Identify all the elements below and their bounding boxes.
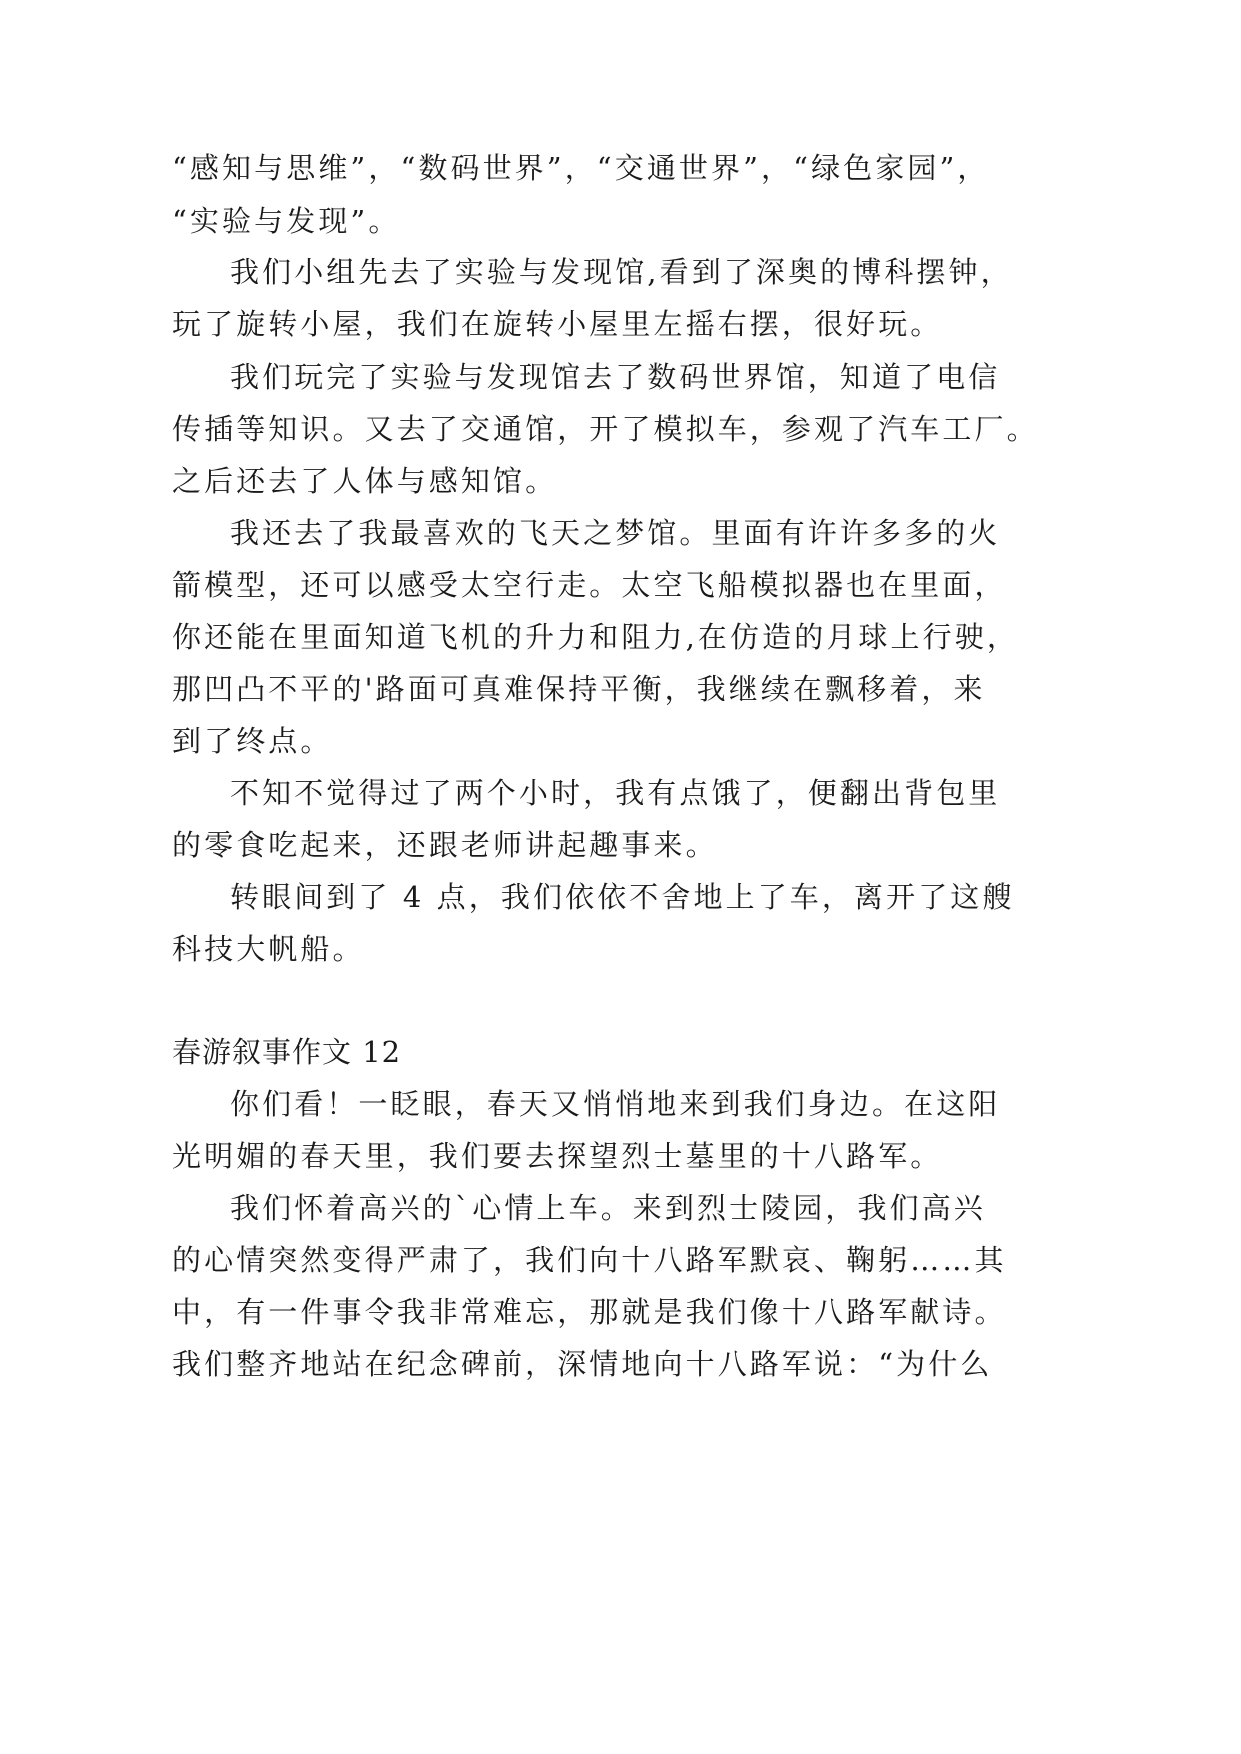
text-line-content: 传插等知识。又去了交通馆，开了模拟车，参观了汽车工厂。 [172,412,1039,446]
text-line-content: 中，有一件事令我非常难忘，那就是我们像十八路军献诗。 [172,1295,1007,1329]
text-line-content: 不知不觉得过了两个小时，我有点饿了，便翻出背包里 [230,776,1001,810]
text-line [0,659,1241,719]
text-line [0,1074,1241,1134]
text-line-content: “实验与发现”。 [172,204,401,238]
text-line [0,294,1241,354]
text-line [0,1178,1241,1238]
text-line [0,763,1241,823]
section-title-text: 春游叙事作文 12 [172,1035,402,1069]
text-line-content: 箭模型，还可以感受太空行走。太空飞船模拟器也在里面， [172,568,1007,602]
text-line-content: 科技大帆船。 [172,932,365,966]
text-line [0,815,1241,875]
text-line [0,451,1241,511]
text-line [0,503,1241,563]
text-line [0,399,1241,459]
section-title [0,1022,1241,1082]
text-line [0,1334,1241,1394]
text-line-content: 我们怀着高兴的`心情上车。来到烈士陵园，我们高兴 [230,1191,986,1225]
text-line-content: 的零食吃起来，还跟老师讲起趣事来。 [172,828,718,862]
text-line-content: 之后还去了人体与感知馆。 [172,464,558,498]
text-line-content: 我们整齐地站在纪念碑前，深情地向十八路军说：“为什么 [172,1347,993,1381]
text-line-content: “感知与思维”，“数码世界”，“交通世界”，“绿色家园”， [172,151,990,185]
text-line [0,1282,1241,1342]
text-line [0,242,1241,302]
text-line [0,1126,1241,1186]
text-line [0,1230,1241,1290]
text-line [0,919,1241,979]
text-line [0,138,1241,198]
text-line-content: 我们小组先去了实验与发现馆,看到了深奥的博科摆钟， [230,255,1013,289]
text-line [0,867,1241,927]
text-line-content: 转眼间到了 4 点，我们依依不舍地上了车，离开了这艘 [230,880,1015,914]
text-line-content: 到了终点。 [172,724,333,758]
text-line-content: 的心情突然变得严肃了，我们向十八路军默哀、鞠躬……其 [172,1243,1007,1277]
text-line-content: 我们玩完了实验与发现馆去了数码世界馆，知道了电信 [230,360,1001,394]
text-line-content: 你还能在里面知道飞机的升力和阻力,在仿造的月球上行驶， [172,620,1019,654]
text-line [0,711,1241,771]
text-line [0,607,1241,667]
text-line-content: 我还去了我最喜欢的飞天之梦馆。里面有许许多多的火 [230,516,1001,550]
text-line-content: 玩了旋转小屋，我们在旋转小屋里左摇右摆，很好玩。 [172,307,943,341]
text-line-content: 你们看！一眨眼，春天又悄悄地来到我们身边。在这阳 [230,1087,1001,1121]
text-line [0,347,1241,407]
text-line-content: 光明媚的春天里，我们要去探望烈士墓里的十八路军。 [172,1139,943,1173]
text-line [0,555,1241,615]
text-line-content: 那凹凸不平的'路面可真难保持平衡，我继续在飘移着，来 [172,672,986,706]
